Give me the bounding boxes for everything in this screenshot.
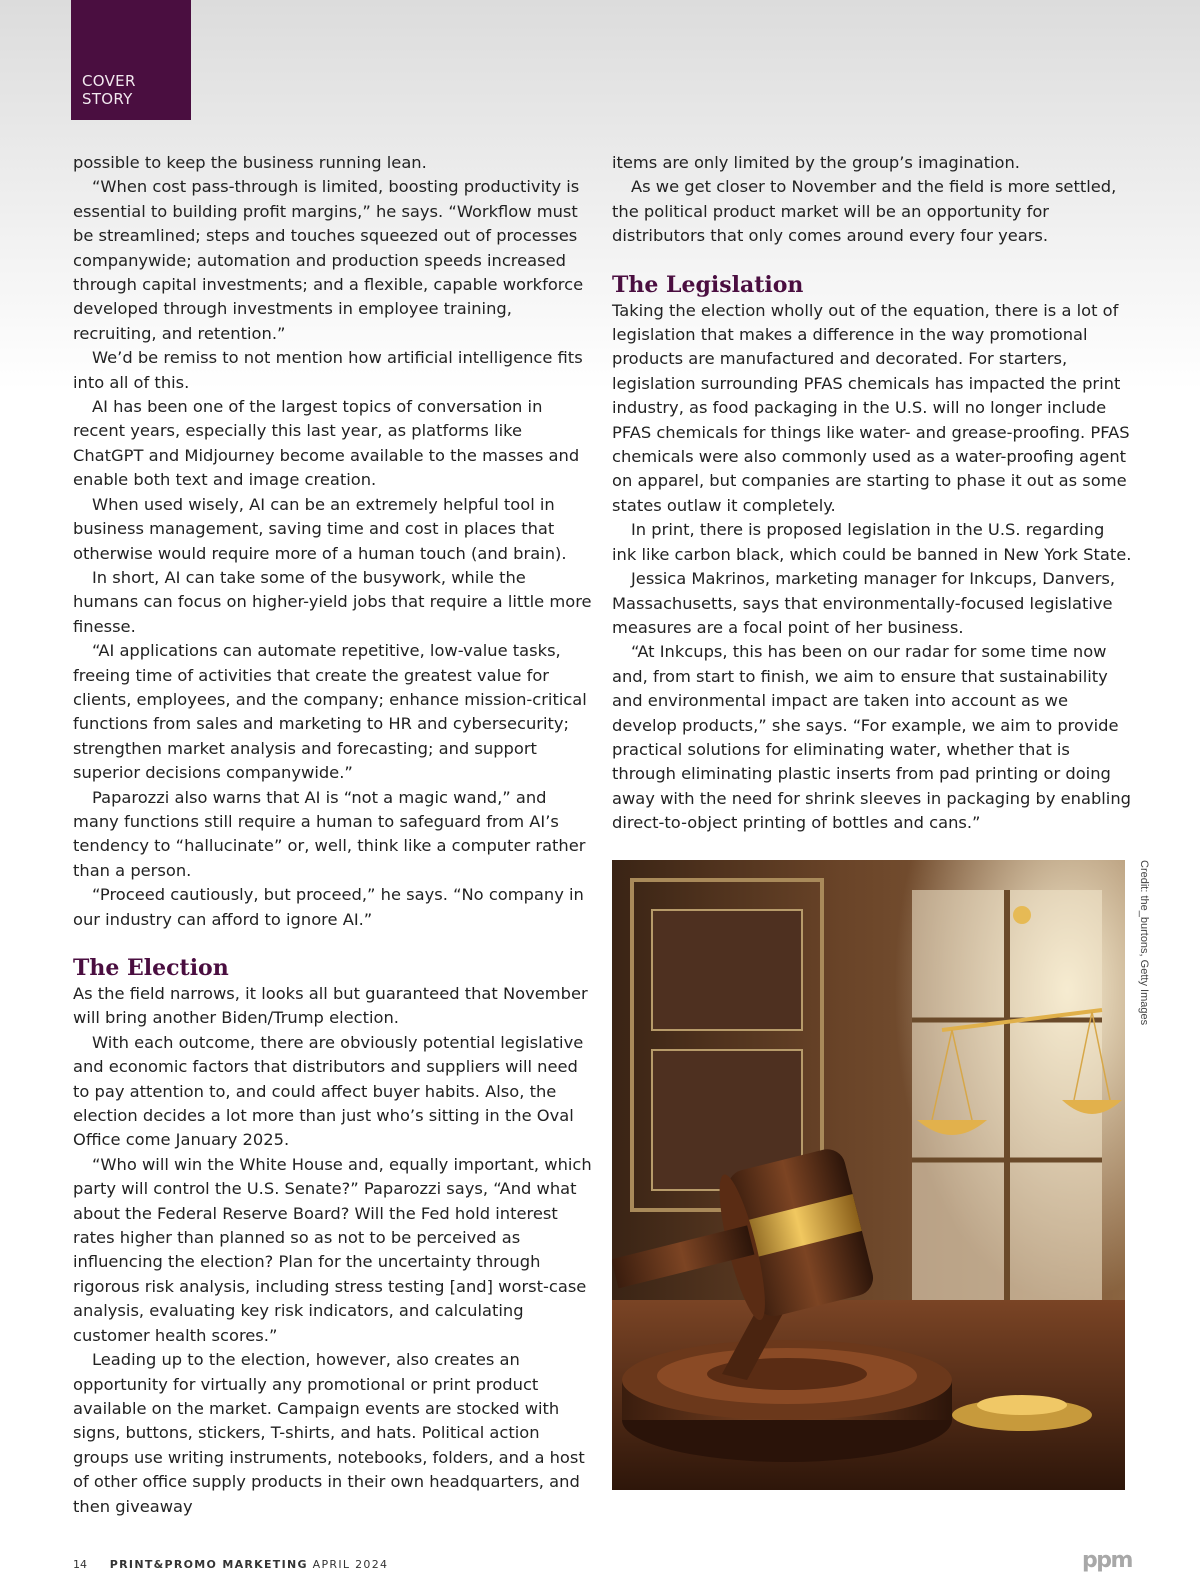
paragraph: AI has been one of the largest topics of conversation in recent years, especially this last year, as platforms like ChatGPT and Midjourney become available to the masses and enable both text and image creation. [73,397,580,490]
section-tag [71,0,191,120]
paragraph: Jessica Makrinos, marketing manager for Inkcups, Danvers, Massachusetts, says that environmentally-focused legislative measures are a focal point of her business. [612,569,1116,637]
page-number: 14 [73,1558,87,1571]
issue-date: APRIL 2024 [312,1558,389,1571]
ppm-logo: ppm [1082,1548,1132,1573]
paragraph: items are only limited by the group’s imagination. [612,153,1020,172]
magazine-name: PRINT&PROMO MARKETING [109,1558,308,1571]
paragraph: With each outcome, there are obviously potential legislative and economic factors that distributors and suppliers will need to pay attention to, and could affect buyer habits. Also, the election decides a lot more than just who’s sitting in the Oval Office come January 2025. [73,1032,584,1150]
paragraph: As the field narrows, it looks all but guaranteed that November will bring another Biden/Trump election. [73,984,588,1028]
paragraph: When used wisely, AI can be an extremely helpful tool in business management, saving time and cost in places that otherwise would require more of a human touch (and brain). [73,494,567,563]
paragraph: In short, AI can take some of the busywork, while the humans can focus on higher-yield jobs that require a little more finesse. [73,567,592,636]
section-tag-line1: COVER [82,72,136,90]
heading-legislation: The Legislation [612,271,804,298]
paragraph: “When cost pass-through is limited, boosting productivity is essential to building profit margins,” he says. “Workflow must be streamlined; steps and touches squeezed out of processes companywide; automation and production speeds increased through capital investments; and a flexible, capable workforce developed through investments in employee training, recruiting, and retention.” [73,177,584,343]
heading-election: The Election [73,955,229,981]
page-footer [73,1558,388,1571]
photo-credit: Credit: the_burtons, Getty Images [1138,860,1150,1026]
gavel-scales-photo [612,860,1125,1490]
paragraph: In print, there is proposed legislation in the U.S. regarding ink like carbon black, which could be banned in New York State. [612,520,1132,564]
paragraph: Paparozzi also warns that AI is “not a magic wand,” and many functions still require a human to safeguard from AI’s tendency to “hallucinate” or, well, think like a computer rather than a person. [73,787,586,880]
paragraph: “Proceed cautiously, but proceed,” he says. “No company in our industry can afford to ignore AI.” [73,885,584,929]
section-tag-line2: STORY [82,90,133,108]
paragraph: We’d be remiss to not mention how artificial intelligence fits into all of this. [73,348,583,392]
paragraph: As we get closer to November and the field is more settled, the political product market will be an opportunity for distributors that only comes around every four years. [612,177,1117,246]
paragraph: “At Inkcups, this has been on our radar for some time now and, from start to finish, we aim to ensure that sustainability and environmental impact are taken into account as we develop products,” she says. “For example, we aim to provide practical solutions for eliminating water, whether that is through eliminating plastic inserts from pad printing or doing away with the need for shrink sleeves in packaging by enabling direct-to-object printing of bottles and cans.” [612,642,1131,833]
right-column [612,151,1132,836]
paragraph: Leading up to the election, however, also creates an opportunity for virtually any promotional or print product available on the market. Campaign events are stocked with signs, buttons, stickers, T-shirts, and hats. Political action groups use writing instruments, notebooks, folders, and a host of other office supply products in their own headquarters, and then giveaway [73,1350,585,1516]
paragraph: “Who will win the White House and, equally important, which party will control the U.S. Senate?” Paparozzi says, “And what about the Federal Reserve Board? Will the Fed hold interest rates higher than planned so as not to be perceived as influencing the election? Plan for the uncertainty through rigorous risk analysis, including stress testing [and] worst-case analysis, evaluating key risk indicators, and calculating customer health scores.” [73,1154,592,1345]
paragraph: “AI applications can automate repetitive, low-value tasks, freeing time of activities that create the greatest value for clients, employees, and the company; enhance mission-critical functions from sales and marketing to HR and cybersecurity; strengthen market analysis and forecasting; and support superior decisions companywide.” [73,641,587,783]
left-column [73,151,593,1519]
paragraph: possible to keep the business running lean. [73,153,427,172]
paragraph: Taking the election wholly out of the equation, there is a lot of legislation that makes a difference in the way promotional products are manufactured and decorated. For starters, legislation surrounding PFAS chemicals has impacted the print industry, as food packaging in the U.S. will no longer include PFAS chemicals for things like water- and grease-proofing. PFAS chemicals were also commonly used as a water-proofing agent on apparel, but companies are starting to phase it out as some states outlaw it completely. [612,300,1130,515]
gavel-scales-illustration [612,860,1125,1490]
